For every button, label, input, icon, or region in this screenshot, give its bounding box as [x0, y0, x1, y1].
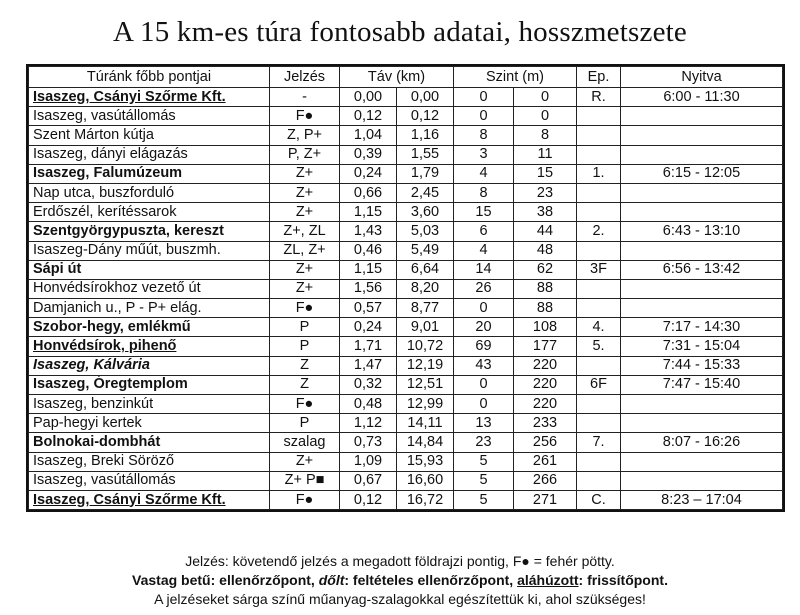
table-row: [29, 260, 783, 279]
row-opening-hours: [621, 471, 783, 490]
row-opening-hours: [621, 299, 783, 318]
row-elevation-total: 220: [514, 356, 577, 375]
row-elevation-total: 0: [514, 88, 577, 107]
row-name: Szobor-hegy, emlékmű: [29, 318, 270, 337]
row-opening-hours: 8:07 - 16:26: [621, 433, 783, 452]
row-distance-total: 0,00: [397, 88, 454, 107]
row-opening-hours: [621, 279, 783, 298]
row-elevation-segment: 43: [454, 356, 514, 375]
row-checkpoint: 5.: [577, 337, 621, 356]
row-distance-segment: 1,04: [340, 126, 397, 145]
row-distance-segment: 0,67: [340, 471, 397, 490]
row-checkpoint: [577, 471, 621, 490]
row-elevation-total: 266: [514, 471, 577, 490]
row-elevation-segment: 0: [454, 299, 514, 318]
header-distance: Táv (km): [340, 67, 454, 88]
row-sign: F●: [270, 107, 340, 126]
row-checkpoint: [577, 183, 621, 202]
row-elevation-segment: 4: [454, 241, 514, 260]
row-opening-hours: [621, 126, 783, 145]
header-elevation: Szint (m): [454, 67, 577, 88]
row-opening-hours: [621, 395, 783, 414]
row-sign: Z+: [270, 164, 340, 183]
row-opening-hours: 6:56 - 13:42: [621, 260, 783, 279]
note-line-3: [0, 590, 800, 609]
row-sign: Z, P+: [270, 126, 340, 145]
row-opening-hours: [621, 414, 783, 433]
row-distance-segment: 0,46: [340, 241, 397, 260]
table-row: [29, 433, 783, 452]
row-sign: F●: [270, 490, 340, 509]
row-sign: P, Z+: [270, 145, 340, 164]
row-sign: F●: [270, 299, 340, 318]
table-row: [29, 395, 783, 414]
header-opening: Nyitva: [621, 67, 783, 88]
row-distance-segment: 0,57: [340, 299, 397, 318]
row-distance-segment: 1,47: [340, 356, 397, 375]
row-checkpoint: [577, 145, 621, 164]
row-distance-total: 1,16: [397, 126, 454, 145]
row-name: Honvédsírok, pihenő: [29, 337, 270, 356]
row-opening-hours: [621, 107, 783, 126]
table-row: [29, 471, 783, 490]
row-opening-hours: 6:15 - 12:05: [621, 164, 783, 183]
row-checkpoint: 3F: [577, 260, 621, 279]
row-elevation-segment: 5: [454, 490, 514, 509]
row-elevation-segment: 4: [454, 164, 514, 183]
row-name: Isaszeg-Dány műút, buszmh.: [29, 241, 270, 260]
note-italic-term: dőlt: [318, 572, 345, 588]
row-distance-segment: 0,39: [340, 145, 397, 164]
row-opening-hours: [621, 241, 783, 260]
table-row: [29, 414, 783, 433]
row-distance-total: 8,20: [397, 279, 454, 298]
table-row: [29, 299, 783, 318]
row-checkpoint: R.: [577, 88, 621, 107]
row-elevation-segment: 0: [454, 375, 514, 394]
row-elevation-segment: 5: [454, 471, 514, 490]
row-elevation-segment: 20: [454, 318, 514, 337]
row-checkpoint: [577, 279, 621, 298]
row-distance-total: 16,72: [397, 490, 454, 509]
row-sign: szalag: [270, 433, 340, 452]
row-elevation-segment: 69: [454, 337, 514, 356]
table-row: [29, 375, 783, 394]
row-elevation-total: 177: [514, 337, 577, 356]
row-opening-hours: [621, 183, 783, 202]
row-distance-segment: 0,66: [340, 183, 397, 202]
note-bold-term: Vastag betű: [132, 572, 211, 588]
row-sign: Z+: [270, 452, 340, 471]
row-sign: Z: [270, 375, 340, 394]
row-sign: F●: [270, 395, 340, 414]
row-opening-hours: 7:47 - 15:40: [621, 375, 783, 394]
row-elevation-segment: 6: [454, 222, 514, 241]
row-elevation-segment: 13: [454, 414, 514, 433]
row-distance-segment: 0,73: [340, 433, 397, 452]
row-distance-total: 16,60: [397, 471, 454, 490]
table-row: [29, 107, 783, 126]
table-row: [29, 164, 783, 183]
note-bold-desc: : ellenőrzőpont,: [210, 572, 319, 588]
row-name: Damjanich u., P - P+ elág.: [29, 299, 270, 318]
table-row: [29, 222, 783, 241]
table-row: [29, 183, 783, 202]
row-opening-hours: 8:23 – 17:04: [621, 490, 783, 509]
row-name: Sápi út: [29, 260, 270, 279]
row-distance-segment: 0,12: [340, 490, 397, 509]
row-elevation-total: 62: [514, 260, 577, 279]
row-elevation-total: 88: [514, 279, 577, 298]
row-name: Isaszeg, dányi elágazás: [29, 145, 270, 164]
row-distance-total: 12,99: [397, 395, 454, 414]
header-name: Túránk főbb pontjai: [29, 67, 270, 88]
table-row: [29, 126, 783, 145]
table-row: [29, 452, 783, 471]
row-elevation-total: 271: [514, 490, 577, 509]
header-sign: Jelzés: [270, 67, 340, 88]
note-line-2: [0, 571, 800, 590]
row-elevation-segment: 0: [454, 395, 514, 414]
row-distance-total: 3,60: [397, 203, 454, 222]
row-distance-total: 5,03: [397, 222, 454, 241]
row-sign: Z+ P■: [270, 471, 340, 490]
row-checkpoint: C.: [577, 490, 621, 509]
row-sign: Z: [270, 356, 340, 375]
row-distance-segment: 0,12: [340, 107, 397, 126]
table-row: [29, 279, 783, 298]
row-elevation-total: 220: [514, 375, 577, 394]
row-elevation-segment: 8: [454, 126, 514, 145]
row-distance-total: 0,12: [397, 107, 454, 126]
row-checkpoint: 4.: [577, 318, 621, 337]
row-distance-total: 8,77: [397, 299, 454, 318]
header-checkpoint: Ep.: [577, 67, 621, 88]
note-italic-desc: : feltételes ellenőrzőpont,: [344, 572, 518, 588]
row-distance-total: 10,72: [397, 337, 454, 356]
row-name: Szent Márton kútja: [29, 126, 270, 145]
table-row: [29, 490, 783, 509]
row-sign: P: [270, 414, 340, 433]
row-distance-segment: 0,24: [340, 164, 397, 183]
row-elevation-segment: 14: [454, 260, 514, 279]
table-row: [29, 318, 783, 337]
row-distance-total: 14,11: [397, 414, 454, 433]
row-name: Isaszeg, Csányi Szőrme Kft.: [29, 88, 270, 107]
row-distance-segment: 1,71: [340, 337, 397, 356]
row-name: Pap-hegyi kertek: [29, 414, 270, 433]
row-sign: Z+, ZL: [270, 222, 340, 241]
row-name: Erdőszél, kerítéssarok: [29, 203, 270, 222]
row-distance-total: 15,93: [397, 452, 454, 471]
table-header-row: [29, 67, 783, 88]
row-elevation-total: 11: [514, 145, 577, 164]
row-name: Nap utca, buszforduló: [29, 183, 270, 202]
row-distance-segment: 1,12: [340, 414, 397, 433]
table-row: [29, 337, 783, 356]
row-name: Isaszeg, Breki Söröző: [29, 452, 270, 471]
row-distance-total: 12,19: [397, 356, 454, 375]
row-distance-segment: 0,24: [340, 318, 397, 337]
row-elevation-segment: 8: [454, 183, 514, 202]
row-name: Isaszeg, Falumúzeum: [29, 164, 270, 183]
row-elevation-segment: 15: [454, 203, 514, 222]
row-name: Isaszeg, Óregtemplom: [29, 375, 270, 394]
row-name: Isaszeg, vasútállomás: [29, 471, 270, 490]
row-distance-segment: 1,15: [340, 203, 397, 222]
row-distance-segment: 1,15: [340, 260, 397, 279]
row-distance-segment: 1,56: [340, 279, 397, 298]
row-distance-segment: 0,32: [340, 375, 397, 394]
row-opening-hours: 6:00 - 11:30: [621, 88, 783, 107]
table-row: [29, 356, 783, 375]
row-checkpoint: [577, 414, 621, 433]
row-elevation-segment: 0: [454, 107, 514, 126]
row-opening-hours: [621, 145, 783, 164]
row-elevation-total: 23: [514, 183, 577, 202]
page-title: A 15 km-es túra fontosabb adatai, hosszmetszete: [113, 16, 687, 48]
row-distance-segment: 0,48: [340, 395, 397, 414]
row-opening-hours: 7:44 - 15:33: [621, 356, 783, 375]
row-opening-hours: [621, 452, 783, 471]
row-elevation-total: 48: [514, 241, 577, 260]
row-checkpoint: 2.: [577, 222, 621, 241]
row-opening-hours: 6:43 - 13:10: [621, 222, 783, 241]
row-sign: Z+: [270, 203, 340, 222]
row-checkpoint: [577, 126, 621, 145]
legend-notes: [0, 552, 800, 609]
row-elevation-total: 44: [514, 222, 577, 241]
row-elevation-total: 256: [514, 433, 577, 452]
row-opening-hours: 7:31 - 15:04: [621, 337, 783, 356]
row-distance-segment: 1,09: [340, 452, 397, 471]
table-row: [29, 241, 783, 260]
row-elevation-segment: 5: [454, 452, 514, 471]
row-distance-total: 12,51: [397, 375, 454, 394]
row-checkpoint: [577, 356, 621, 375]
row-distance-segment: 1,43: [340, 222, 397, 241]
row-elevation-total: 233: [514, 414, 577, 433]
row-sign: P: [270, 337, 340, 356]
row-elevation-total: 0: [514, 107, 577, 126]
row-name: Isaszeg, Csányi Szőrme Kft.: [29, 490, 270, 509]
row-checkpoint: 1.: [577, 164, 621, 183]
row-elevation-segment: 3: [454, 145, 514, 164]
row-sign: P: [270, 318, 340, 337]
row-sign: ZL, Z+: [270, 241, 340, 260]
table-row: [29, 88, 783, 107]
row-elevation-total: 88: [514, 299, 577, 318]
note-underline-desc: : frissítőpont.: [578, 572, 668, 588]
row-elevation-segment: 0: [454, 88, 514, 107]
row-distance-total: 5,49: [397, 241, 454, 260]
row-checkpoint: 7.: [577, 433, 621, 452]
row-name: Bolnokai-dombhát: [29, 433, 270, 452]
row-distance-total: 9,01: [397, 318, 454, 337]
note-underline-term: aláhúzott: [517, 572, 579, 588]
row-checkpoint: 6F: [577, 375, 621, 394]
row-sign: Z+: [270, 279, 340, 298]
row-distance-segment: 0,00: [340, 88, 397, 107]
row-name: Szentgyörgypuszta, kereszt: [29, 222, 270, 241]
row-elevation-total: 38: [514, 203, 577, 222]
row-name: Isaszeg, benzinkút: [29, 395, 270, 414]
row-checkpoint: [577, 299, 621, 318]
row-distance-total: 1,55: [397, 145, 454, 164]
row-sign: -: [270, 88, 340, 107]
row-elevation-total: 15: [514, 164, 577, 183]
row-checkpoint: [577, 241, 621, 260]
row-distance-total: 1,79: [397, 164, 454, 183]
row-sign: Z+: [270, 183, 340, 202]
note-line-1: [0, 552, 800, 571]
row-name: Honvédsírokhoz vezető út: [29, 279, 270, 298]
tour-data-table: [28, 66, 783, 510]
row-distance-total: 6,64: [397, 260, 454, 279]
row-name: Isaszeg, Kálvária: [29, 356, 270, 375]
row-elevation-total: 8: [514, 126, 577, 145]
row-opening-hours: [621, 203, 783, 222]
table-row: [29, 203, 783, 222]
row-elevation-segment: 26: [454, 279, 514, 298]
row-elevation-total: 108: [514, 318, 577, 337]
row-elevation-segment: 23: [454, 433, 514, 452]
row-distance-total: 14,84: [397, 433, 454, 452]
row-sign: Z+: [270, 260, 340, 279]
row-distance-total: 2,45: [397, 183, 454, 202]
row-opening-hours: 7:17 - 14:30: [621, 318, 783, 337]
table-row: [29, 145, 783, 164]
row-checkpoint: [577, 395, 621, 414]
note-sign-text: Jelzés: követendő jelzés a megadott földrajzi pontig, F● = fehér pötty.: [185, 553, 615, 569]
row-elevation-total: 220: [514, 395, 577, 414]
note-ribbon-text: A jelzéseket sárga színű műanyag-szalagokkal egészítettük ki, ahol szükséges!: [154, 591, 646, 607]
row-checkpoint: [577, 107, 621, 126]
row-name: Isaszeg, vasútállomás: [29, 107, 270, 126]
row-checkpoint: [577, 452, 621, 471]
row-elevation-total: 261: [514, 452, 577, 471]
row-checkpoint: [577, 203, 621, 222]
